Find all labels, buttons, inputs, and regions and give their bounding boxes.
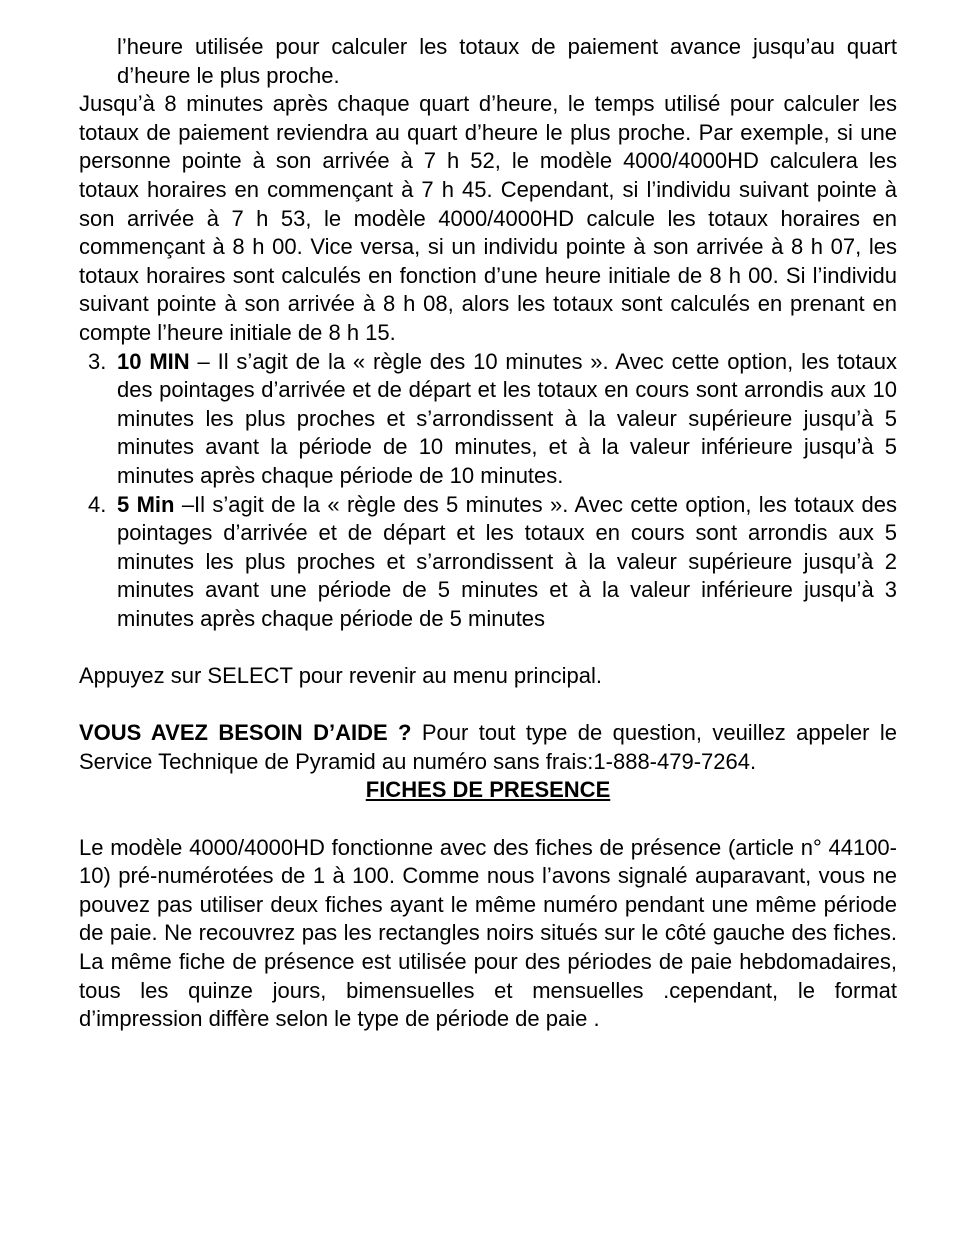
help-paragraph: [79, 719, 897, 776]
help-label: VOUS AVEZ BESOIN D’AIDE ?: [79, 720, 412, 746]
help-text: Pour tout type de question, veuillez appeler le Service Technique de Pyramid au numéro sans frais:1-888-479-7264.: [79, 720, 897, 774]
list-item: [79, 491, 897, 634]
select-instruction: Appuyez sur SELECT pour revenir au menu principal.: [79, 663, 602, 689]
list-number: 4.: [88, 491, 107, 517]
section-heading: FICHES DE PRESENCE: [365, 777, 611, 803]
list-number: 3.: [88, 348, 107, 374]
list-term: 10 MIN: [117, 348, 190, 374]
section-paragraph: Le modèle 4000/4000HD fonctionne avec des fiches de présence (article n° 44100-10) pré-numérotées de 1 à 100. Comme nous l’avons signalé auparavant, vous ne pouvez pas utiliser deux fiches ayant le même numéro pendant une même période de paie. Ne recouvrez pas les rectangles noirs situés sur le côté gauche des fiches. La même fiche de présence est utilisée pour des périodes de paie hebdomadaires, tous les quinze jours, bimensuelles et mensuelles .cependant, le format d’impression diffère selon le type de période de paie .: [79, 834, 897, 1032]
list-item: [79, 348, 897, 491]
list-term: 5 Min: [117, 491, 175, 517]
continuation-paragraph: l’heure utilisée pour calculer les totaux de paiement avance jusqu’au quart d’heure le plus proche.: [117, 34, 897, 88]
list-text: –Il s’agit de la « règle des 5 minutes ». Avec cette option, les totaux des pointages d’arrivée et de départ et les totaux en cours sont arrondis aux 5 minutes les plus proches et s’arrondissent à la valeur supérieure jusqu’à 2 minutes avant une période de 5 minutes et à la valeur inférieure jusqu’à 3 minutes après chaque période de 5 minutes: [117, 491, 898, 631]
spacer: [79, 805, 897, 834]
spacer: [79, 633, 897, 662]
list-text: – Il s’agit de la « règle des 10 minutes ». Avec cette option, les totaux des pointages d’arrivée et de départ et les totaux en cours sont arrondis aux 10 minutes les plus proches et s’arrondissent à la valeur supérieure jusqu’à 5 minutes avant la période de 10 minutes, et à la valeur inférieure jusqu’à 5 minutes après chaque période de 10 minutes.: [117, 348, 897, 488]
document-page: [79, 33, 897, 1034]
spacer: [79, 691, 897, 720]
rounding-paragraph: Jusqu’à 8 minutes après chaque quart d’heure, le temps utilisé pour calculer les totaux de paiement reviendra au quart d’heure le plus proche. Par exemple, si une personne pointe à son arrivée à 7 h 52, le modèle 4000/4000HD calculera les totaux horaires en commençant à 7 h 45. Cependant, si l’individu suivant pointe à son arrivée à 7 h 53, le modèle 4000/4000HD calcule les totaux horaires en commençant à 8 h 00. Vice versa, si un individu pointe à son arrivée à 8 h 07, les totaux horaires sont calculés en fonction d’une heure initiale de 8 h 00. Si l’individu suivant pointe à son arrivée à 8 h 08, alors les totaux sont calculés en prenant en compte l’heure initiale de 8 h 15.: [79, 91, 897, 345]
